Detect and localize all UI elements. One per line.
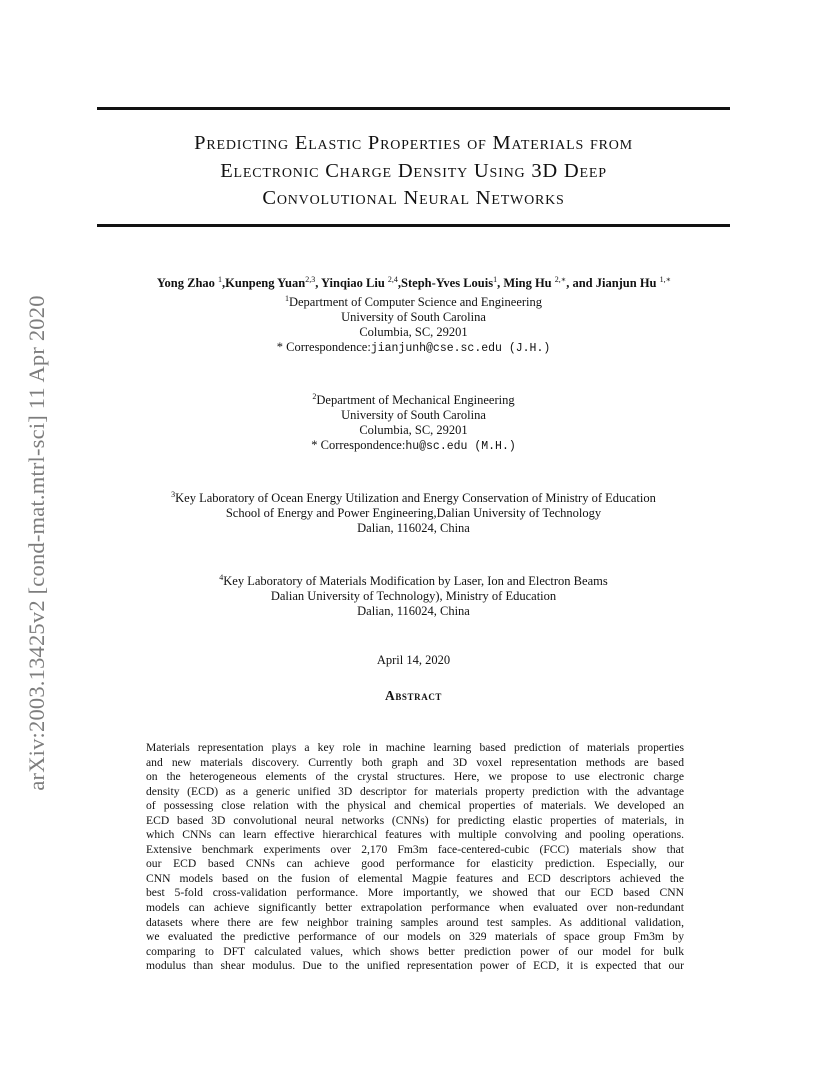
arxiv-side-stamp: arXiv:2003.13425v2 [cond-mat.mtrl-sci] 11 Apr 2020 bbox=[24, 295, 49, 791]
affiliation-4 bbox=[97, 570, 730, 619]
author-affiliation-mark: 2,∗ bbox=[554, 275, 567, 284]
affiliation-line: Key Laboratory of Materials Modification by Laser, Ion and Electron Beams bbox=[223, 574, 608, 589]
abstract-line: of possessing close relation with the physical and chemical properties of materials. We developed an bbox=[146, 799, 684, 813]
affiliation-line: Dalian University of Technology), Ministry of Education bbox=[270, 589, 557, 604]
abstract-line: we evaluated the predictive performance of our models on 329 materials of space group Fm3m by bbox=[146, 930, 684, 944]
abstract-line: CNN models based on the fusion of elemental Magpie features and ECD descriptors achieved the bbox=[146, 871, 684, 885]
abstract-line: models can achieve significantly better extrapolation performance when evaluated over non-redundant bbox=[146, 901, 684, 915]
affiliation-1 bbox=[97, 291, 730, 356]
abstract-line: Materials representation plays a key role in machine learning based prediction of materials properties bbox=[146, 741, 684, 754]
affiliation-mark: 2 bbox=[312, 392, 317, 401]
affiliation-dept: Department of Mechanical Engineering bbox=[316, 393, 515, 408]
abstract-line: best 5-fold cross-validation performance. More importantly, we showed that our ECD based CNN bbox=[146, 886, 684, 900]
abstract-line: density (ECD) as a generic unified 3D descriptor for materials property prediction with the advantage bbox=[146, 784, 684, 798]
author-affiliation-mark: 1,∗ bbox=[659, 275, 672, 284]
affiliation-2 bbox=[97, 389, 730, 454]
abstract-line: comparing to DFT calculated values, which shows better prediction power of our model for bulk bbox=[146, 944, 684, 958]
abstract-line: ECD based 3D convolutional neural networks (CNNs) for predicting elastic properties of materials, in bbox=[146, 813, 684, 827]
abstract-line: and new materials discovery. Currently both graph and 3D voxel representation methods are based bbox=[146, 755, 684, 769]
title-bottom-rule bbox=[97, 224, 730, 227]
abstract-line: on the heterogeneous elements of the crystal structures. Here, we propose to use electronic charge bbox=[146, 770, 684, 784]
affiliation-line: Dalian, 116024, China bbox=[357, 521, 470, 536]
affiliation-line: Key Laboratory of Ocean Energy Utilization and Energy Conservation of Ministry of Education bbox=[175, 491, 656, 506]
author-affiliation-mark: 1 bbox=[493, 275, 498, 284]
affiliation-univ: University of South Carolina bbox=[341, 408, 486, 423]
abstract-line: datasets where there are few neighbor training samples around test samples. As additional validation, bbox=[146, 915, 684, 929]
affiliation-city: Columbia, SC, 29201 bbox=[359, 423, 468, 438]
abstract-line: Extensive benchmark experiments over 2,170 Fm3m face-centered-cubic (FCC) materials show that bbox=[146, 842, 684, 856]
author-affiliation-mark: 2,3 bbox=[305, 275, 316, 284]
paper-date: April 14, 2020 bbox=[376, 653, 451, 667]
author-name: , Yinqiao Liu bbox=[315, 276, 388, 291]
abstract-heading: Abstract bbox=[384, 688, 443, 703]
affiliation-dept: Department of Computer Science and Engineering bbox=[288, 295, 543, 310]
author-name: Yong Zhao bbox=[156, 276, 219, 291]
author-affiliation-mark: 2,4 bbox=[387, 275, 398, 284]
affiliation-univ: University of South Carolina bbox=[341, 310, 486, 325]
title-top-rule bbox=[97, 107, 730, 110]
affiliation-mark: 3 bbox=[171, 490, 176, 499]
abstract-body bbox=[146, 741, 684, 974]
title-line: Predicting Elastic Properties of Materials from bbox=[194, 132, 633, 154]
title-line: Electronic Charge Density Using 3D Deep bbox=[220, 159, 607, 182]
title-line: Convolutional Neural Networks bbox=[262, 187, 565, 209]
correspondence-label: * Correspondence: bbox=[276, 340, 371, 355]
author-affiliation-mark: 1 bbox=[218, 275, 223, 284]
author-name: ,Kunpeng Yuan bbox=[222, 276, 306, 291]
affiliation-line: School of Energy and Power Engineering,Dalian University of Technology bbox=[225, 506, 602, 521]
affiliation-mark: 4 bbox=[219, 573, 224, 582]
abstract-line: modulus than shear modulus. Due to the unified representation power of ECD, it is expected that our bbox=[146, 959, 684, 973]
author-name: , Ming Hu bbox=[497, 276, 555, 291]
correspondence-email: jianjunh@cse.sc.edu (J.H.) bbox=[370, 342, 551, 356]
affiliation-city: Columbia, SC, 29201 bbox=[359, 325, 468, 340]
paper-title bbox=[97, 130, 730, 213]
correspondence-email: hu@sc.edu (M.H.) bbox=[405, 440, 516, 454]
author-list bbox=[60, 275, 768, 291]
author-name: , and Jianjun Hu bbox=[566, 276, 660, 291]
author-name: ,Steph-Yves Louis bbox=[397, 276, 494, 291]
affiliation-line: Dalian, 116024, China bbox=[357, 604, 470, 619]
abstract-line: our ECD based CNNs can achieve good performance for elasticity prediction. Especially, our bbox=[146, 857, 684, 871]
affiliation-3 bbox=[97, 487, 730, 536]
affiliation-mark: 1 bbox=[284, 294, 289, 303]
correspondence-label: * Correspondence: bbox=[311, 438, 406, 453]
abstract-line: which CNNs can learn effective hierarchical features with multiple convolving and pooling operations. bbox=[146, 828, 684, 842]
